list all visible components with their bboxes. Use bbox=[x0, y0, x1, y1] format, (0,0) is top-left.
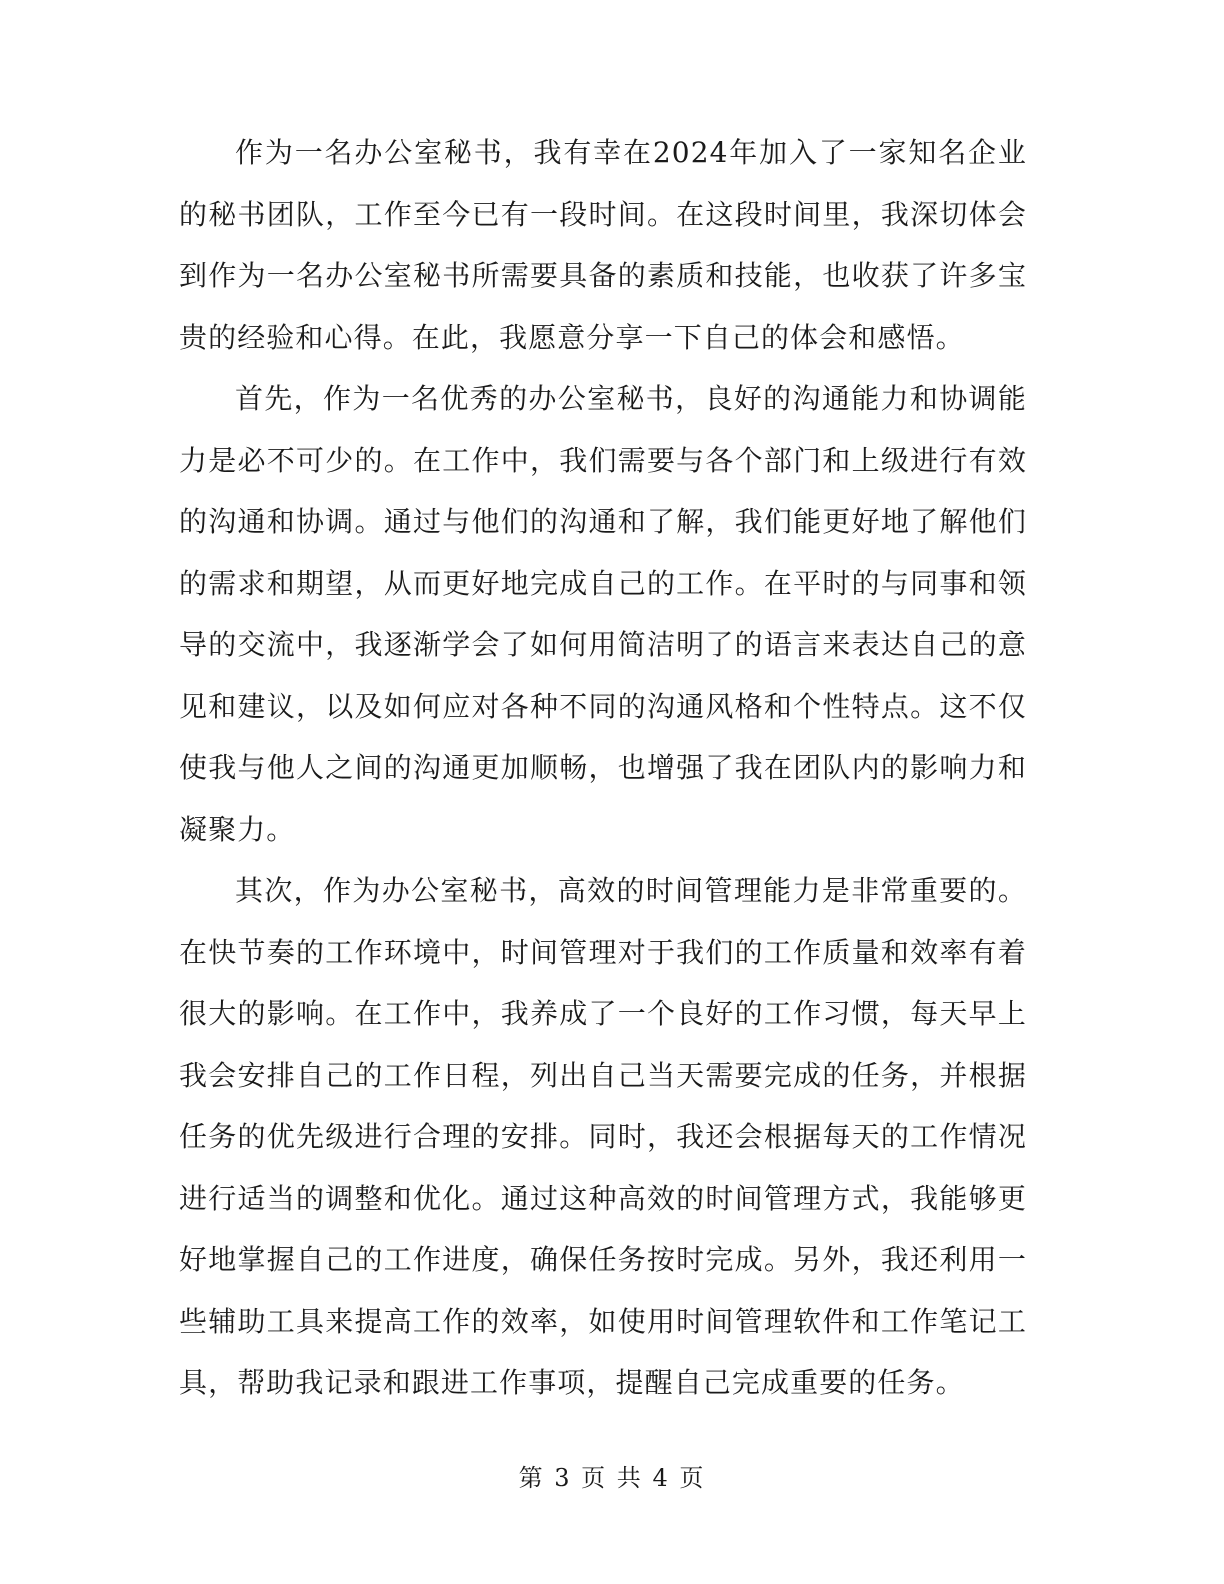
paragraph-2: 首先，作为一名优秀的办公室秘书，良好的沟通能力和协调能力是必不可少的。在工作中，我们需要与各个部门和上级进行有效的沟通和协调。通过与他们的沟通和了解，我们能更好地了解他们的需求和期望，从而更好地完成自己的工作。在平时的与同事和领导的交流中，我逐渐学会了如何用简洁明了的语言来表达自己的意见和建议，以及如何应对各种不同的沟通风格和个性特点。这不仅使我与他人之间的沟通更加顺畅，也增强了我在团队内的影响力和凝聚力。 bbox=[179, 382, 1027, 846]
paragraph-1: 作为一名办公室秘书，我有幸在2024年加入了一家知名企业的秘书团队，工作至今已有一段时间。在这段时间里，我深切体会到作为一名办公室秘书所需要具备的素质和技能，也收获了许多宝贵的经验和心得。在此，我愿意分享一下自己的体会和感悟。 bbox=[179, 136, 1027, 354]
document-body bbox=[179, 122, 1027, 1414]
page-footer: 第 3 页 共 4 页 bbox=[518, 1464, 706, 1492]
paragraph-3: 其次，作为办公室秘书，高效的时间管理能力是非常重要的。在快节奏的工作环境中，时间管理对于我们的工作质量和效率有着很大的影响。在工作中，我养成了一个良好的工作习惯，每天早上我会安排自己的工作日程，列出自己当天需要完成的任务，并根据任务的优先级进行合理的安排。同时，我还会根据每天的工作情况进行适当的调整和优化。通过这种高效的时间管理方式，我能够更好地掌握自己的工作进度，确保任务按时完成。另外，我还利用一些辅助工具来提高工作的效率，如使用时间管理软件和工作笔记工具，帮助我记录和跟进工作事项，提醒自己完成重要的任务。 bbox=[179, 874, 1027, 1399]
